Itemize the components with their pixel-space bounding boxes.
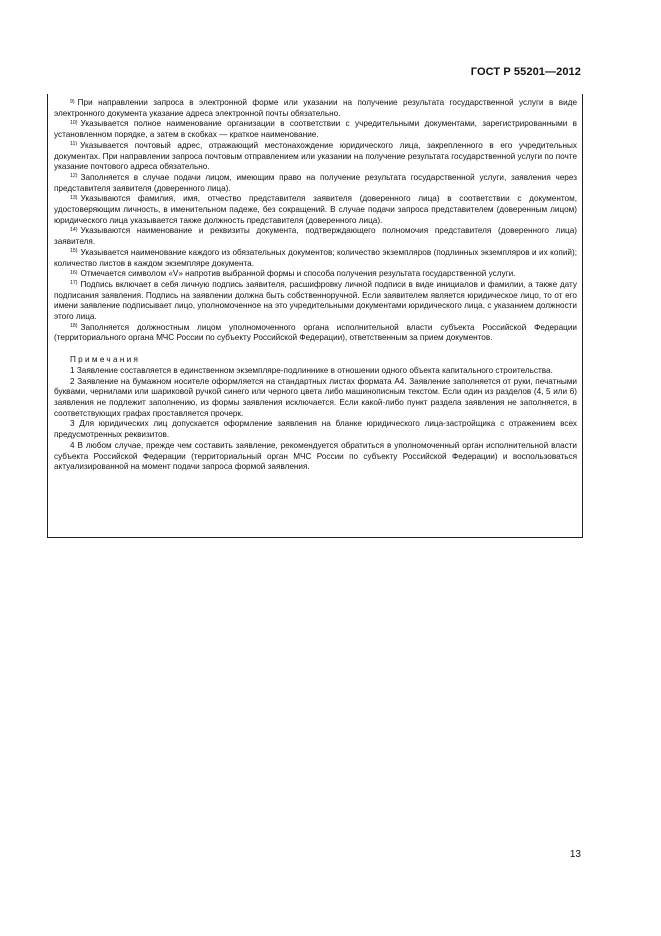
footnote-ref: 17) [70, 280, 78, 287]
footnote-item [54, 173, 577, 194]
footnote-item [54, 323, 577, 344]
footnote-ref: 12) [70, 173, 78, 180]
footnote-ref: 13) [70, 194, 78, 201]
footnote-text: Отмечается символом «V» напротив выбранной формы и способа получения результата государственной услуги. [80, 269, 516, 279]
footnote-item [54, 269, 577, 280]
note-item: 1 Заявление составляется в единственном экземпляре-подлиннике в отношении одного объекта капитального строительства. [70, 365, 553, 375]
notes-heading: Примечания [70, 355, 141, 365]
footnote-ref: 15) [70, 248, 78, 255]
document-id: ГОСТ Р 55201—2012 [470, 66, 581, 78]
footnote-text: Заполняется должностным лицом уполномоченного органа исполнительной власти субъекта Российской Федерации (территориального органа МЧС России по субъекту Российской Федерации), ответственным за прием документов. [54, 322, 577, 343]
footnote-ref: 10) [70, 119, 78, 126]
footnote-text: Указываются фамилия, имя, отчество представителя заявителя (доверенного лица) в соответствии с документом, удостоверяющим личность, в именительном падеже, без сокращений. В случае подачи запроса представителем (доверенным лицом) юридического лица указывается также должность представителя (доверенного лица). [54, 194, 577, 225]
footnotes-frame [47, 94, 583, 538]
note-item: 2 Заявление на бумажном носителе оформляется на стандартных листах формата А4. Заявление заполняется от руки, печатными буквами, чернилами или шариковой ручкой синего или черного цвета либо машинописным текстом. Если один из разделов (4, 5 или 6) заявления не подлежит заполнению, из формы заявления исключается. Если какой-либо пункт раздела заявления не заполняется, в соответствующих графах проставляется прочерк. [54, 376, 577, 418]
footnote-text: Указываются наименование и реквизиты документа, подтверждающего полномочия представителя (доверенного лица) заявителя. [54, 226, 577, 247]
footnote-item [54, 226, 577, 247]
footnote-text: При направлении запроса в электронной форме или указании на получение результата государственной услуги в виде электронного документа указание адреса электронной почты обязательно. [54, 98, 577, 118]
footnote-ref: 9) [70, 98, 75, 105]
note-item: 3 Для юридических лиц допускается оформление заявления на бланке юридического лица-застройщика с отражением всех предусмотренных реквизитов. [54, 419, 577, 440]
footnote-text: Указывается наименование каждого из обязательных документов; количество экземпляров (подлинных экземпляров и их копий); количество листов в каждом экземпляре документа. [54, 247, 577, 268]
page-number: 13 [569, 849, 581, 860]
footnote-item [54, 98, 577, 119]
footnote-item [54, 280, 577, 323]
footnote-ref: 14) [70, 226, 78, 233]
footnote-item [54, 194, 577, 226]
footnote-item [54, 141, 577, 173]
footnote-ref: 16) [70, 269, 78, 276]
footnote-ref: 11) [70, 141, 78, 148]
note-item: 4 В любом случае, прежде чем составить заявление, рекомендуется обратиться в уполномоченный орган исполнительной власти субъекта Российской Федерации (территориальный орган МЧС России по субъекту Российской Федерации) и воспользоваться актуализированной на момент подачи запроса формой заявления. [54, 440, 577, 472]
footnote-item [54, 119, 577, 140]
footnote-text: Заполняется в случае подачи лицом, имеющим право на получение результата государственной услуги, заявления через представителя заявителя (доверенного лица). [54, 172, 577, 193]
footnote-text: Подпись включает в себя личную подпись заявителя, расшифровку личной подписи в виде инициалов и фамилии, а также дату подписания заявления. Подпись на заявлении должна быть собственноручной. Если заявителем является юридическое лицо, то от его имени заявление подписывает лицо, уполномоченное на это учредительными документами юридического лица, с указанием должности этого лица. [54, 279, 577, 322]
footnote-item [54, 248, 577, 269]
footnote-ref: 18) [70, 323, 78, 330]
footnote-text: Указывается полное наименование организации в соответствии с учредительными документами, зарегистрированными в установленном порядке, а затем в скобках — краткое наименование. [54, 119, 577, 140]
footnote-text: Указывается почтовый адрес, отражающий местонахождение юридического лица, закрепленного в его учредительных документах. При направлении запроса почтовым отправлением или указании на получение результата государственной услуги по почте указание почтового адреса обязательно. [54, 140, 577, 172]
